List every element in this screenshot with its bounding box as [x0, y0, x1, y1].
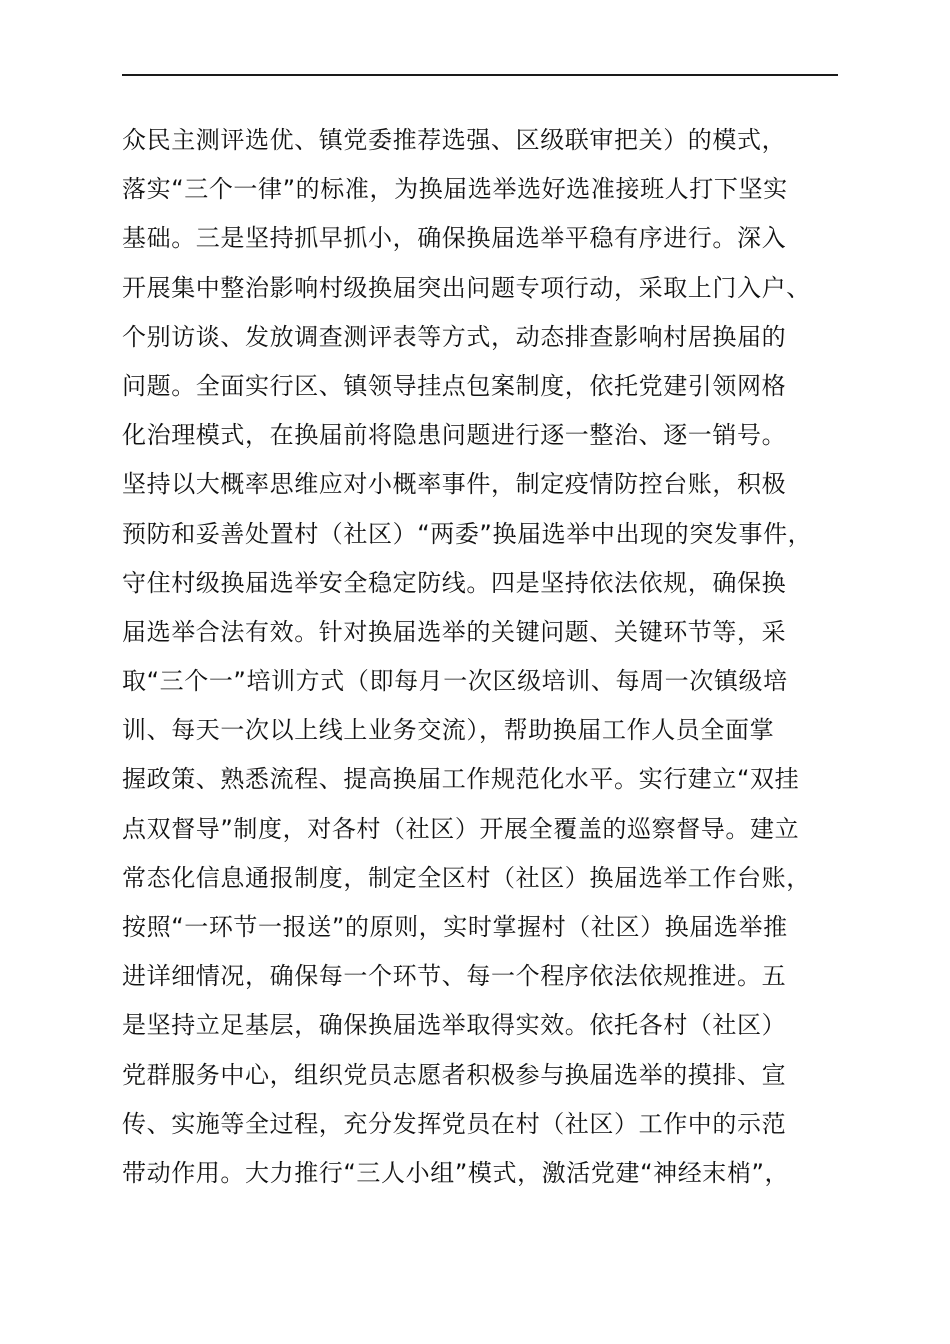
text-line: 预防和妥善处置村（社区）“两委”换届选举中出现的突发事件， [122, 519, 813, 548]
header-rule [122, 74, 838, 76]
body-text [122, 116, 862, 1198]
text-line: 落实“三个一律”的标准，为换届选举选好选准接班人打下坚实 [122, 175, 788, 204]
text-line: 按照“一环节一报送”的原则，实时掌握村（社区）换届选举推 [122, 913, 788, 941]
text-line: 党群服务中心，组织党员志愿者积极参与换届选举的摸排、宣 [122, 1060, 787, 1089]
text-line: 点双督导”制度，对各村（社区）开展全覆盖的巡察督导。建立 [122, 814, 800, 843]
text-line: 训、每天一次以上线上业务交流），帮助换届工作人员全面掌 [122, 716, 775, 745]
text-line: 坚持以大概率思维应对小概率事件，制定疫情防控台账，积极 [122, 470, 787, 499]
text-line: 众民主测评选优、镇党委推荐选强、区级联审把关）的模式， [122, 126, 787, 154]
text-line: 带动作用。大力推行“三人小组”模式，激活党建“神经末梢”， [122, 1158, 790, 1187]
text-line: 基础。三是坚持抓早抓小，确保换届选举平稳有序进行。深入 [122, 224, 787, 253]
text-line: 常态化信息通报制度，制定全区村（社区）换届选举工作台账， [122, 863, 811, 892]
text-line: 个别访谈、发放调查测评表等方式，动态排查影响村居换届的 [122, 322, 787, 351]
text-line: 传、实施等全过程，充分发挥党员在村（社区）工作中的示范 [122, 1109, 787, 1138]
text-line: 化治理模式，在换届前将隐患问题进行逐一整治、逐一销号。 [122, 421, 787, 450]
text-line: 取“三个一”培训方式（即每月一次区级培训、每周一次镇级培 [122, 667, 788, 696]
text-line: 进详细情况，确保每一个环节、每一个程序依法依规推进。五 [122, 962, 787, 991]
text-line: 问题。全面实行区、镇领导挂点包案制度，依托党建引领网格 [122, 371, 787, 400]
text-line: 握政策、熟悉流程、提高换届工作规范化水平。实行建立“双挂 [122, 765, 800, 794]
text-line: 是坚持立足基层，确保换届选举取得实效。依托各村（社区） [122, 1011, 787, 1040]
text-line: 守住村级换届选举安全稳定防线。四是坚持依法依规，确保换 [122, 568, 787, 597]
text-line: 届选举合法有效。针对换届选举的关键问题、关键环节等，采 [122, 617, 787, 646]
text-line: 开展集中整治影响村级换届突出问题专项行动，采取上门入户、 [122, 273, 811, 302]
